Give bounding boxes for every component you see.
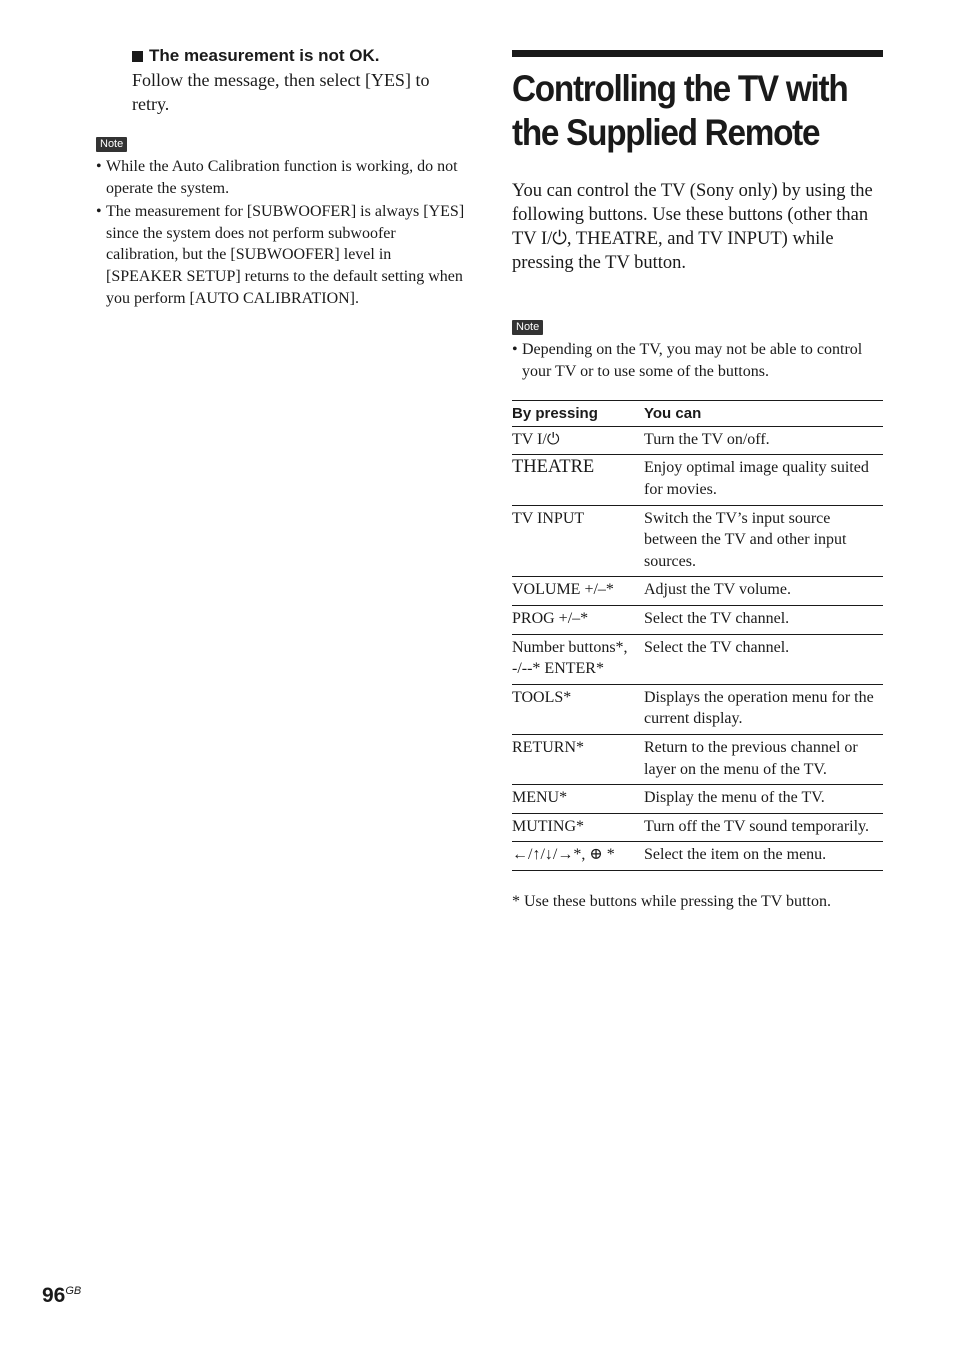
action-cell: Displays the operation menu for the current display. — [644, 684, 883, 734]
section-body: Follow the message, then select [YES] to retry. — [132, 70, 430, 114]
note-item: • While the Auto Calibration function is working, do not operate the system. — [96, 158, 458, 197]
left-note-block — [96, 134, 468, 309]
button-cell: RETURN* — [512, 734, 644, 784]
col-header-by-pressing: By pressing — [512, 401, 644, 427]
table-row — [512, 426, 883, 455]
square-bullet-icon — [132, 51, 143, 62]
button-table — [512, 400, 883, 871]
table-row — [512, 505, 883, 577]
table-row — [512, 577, 883, 606]
table-row — [512, 634, 883, 684]
footnote: * Use these buttons while pressing the TV button. — [512, 892, 831, 910]
right-note-block — [512, 317, 883, 382]
action-cell: Select the TV channel. — [644, 634, 883, 684]
table-row — [512, 813, 883, 842]
action-cell: Adjust the TV volume. — [644, 577, 883, 606]
table-row — [512, 785, 883, 814]
right-note-list — [512, 339, 883, 382]
action-cell: Display the menu of the TV. — [644, 785, 883, 814]
section-heading — [132, 44, 468, 68]
action-cell: Switch the TV’s input source between the TV and other input sources. — [644, 505, 883, 577]
table-row — [512, 842, 883, 871]
button-cell: TOOLS* — [512, 684, 644, 734]
button-cell: Number buttons*, -/--* ENTER* — [512, 634, 644, 684]
page-locale-suffix: GB — [65, 1285, 82, 1297]
action-cell: Turn off the TV sound temporarily. — [644, 813, 883, 842]
table-header-row — [512, 401, 883, 427]
button-cell: TV INPUT — [512, 505, 644, 577]
button-cell: MENU* — [512, 785, 644, 814]
button-cell: VOLUME +/–* — [512, 577, 644, 606]
title-rule — [512, 50, 883, 57]
note-item: • Depending on the TV, you may not be able to control your TV or to use some of the buttons. — [512, 341, 863, 380]
right-column — [512, 50, 883, 913]
table-row — [512, 684, 883, 734]
col-header-you-can: You can — [644, 401, 883, 427]
button-cell: THEATRE — [512, 455, 644, 505]
section-heading-text: The measurement is not OK. — [149, 46, 380, 65]
button-cell: MUTING* — [512, 813, 644, 842]
action-cell: Enjoy optimal image quality suited for movies. — [644, 455, 883, 505]
action-cell: Select the item on the menu. — [644, 842, 883, 871]
table-row — [512, 734, 883, 784]
note-item: • The measurement for [SUBWOOFER] is always [YES] since the system does not perform subwoofer calibration, but the [SUBWOOFER] level in [SPEAKER SETUP] returns to the default setting when you perform [AUTO CALIBRATION]. — [96, 203, 465, 307]
button-cell: ←/↑/↓/→*, ⊕ * — [512, 842, 644, 871]
button-cell: TV I/⏻ — [512, 426, 644, 455]
table-row — [512, 605, 883, 634]
action-cell: Return to the previous channel or layer on the menu of the TV. — [644, 734, 883, 784]
page-number: $96^{GB}$ — [42, 1284, 82, 1307]
left-note-list — [96, 156, 468, 309]
note-badge: Note — [512, 320, 543, 335]
table-row — [512, 455, 883, 505]
action-cell: Turn the TV on/off. — [644, 426, 883, 455]
button-cell: PROG +/–* — [512, 605, 644, 634]
intro-paragraph: You can control the TV (Sony only) by using the following buttons. Use these buttons (other than TV I/⏻, THEATRE, and TV INPUT) while pressing the TV button. — [512, 181, 873, 273]
note-badge: Note — [96, 137, 127, 152]
left-column — [96, 44, 468, 311]
action-cell: Select the TV channel. — [644, 605, 883, 634]
page-title: Controlling the TV with the Supplied Remote — [512, 68, 848, 153]
